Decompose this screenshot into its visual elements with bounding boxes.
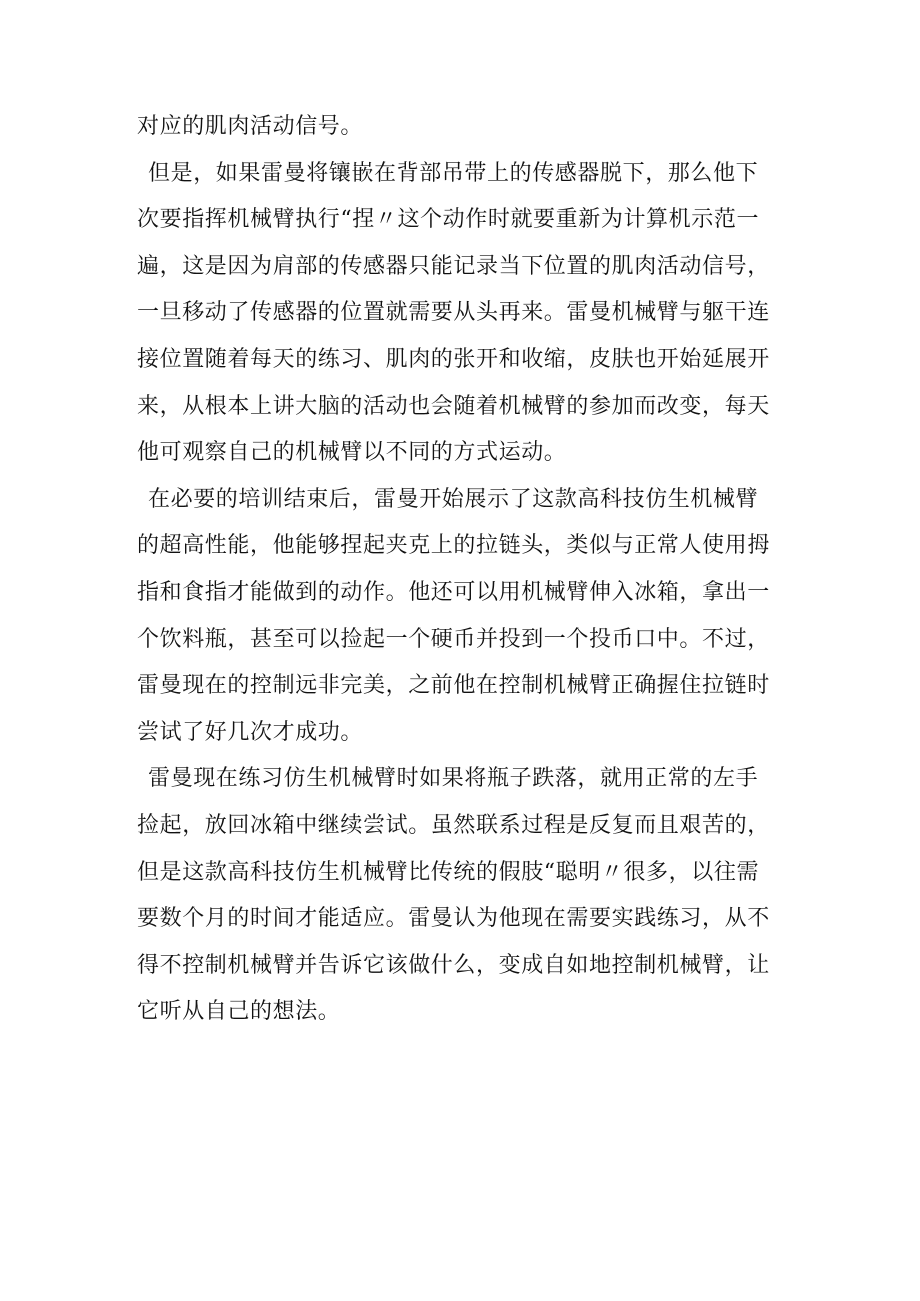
text-line: 雷曼现在的控制远非完美，之前他在控制机械臂正确握住拉链时 [137,673,770,699]
text-line: 来，从根本上讲大脑的活动也会随着机械臂的参加而改变，每天 [137,393,770,419]
text-line: 尝试了好几次才成功。 [137,719,364,745]
text-line: 要数个月的时间才能适应。雷曼认为他现在需要实践练习，从不 [137,906,770,932]
paragraph-start-line: 但是，如果雷曼将镶嵌在背部吊带上的传感器脱下，那么他下 [148,160,759,186]
text-line: 捡起，放回冰箱中继续尝试。虽然联系过程是反复而且艰苦的， [137,812,770,838]
body-text [137,104,787,1036]
text-line: 接位置随着每天的练习、肌肉的张开和收缩，皮肤也开始延展开 [137,346,770,372]
text-line: 次要指挥机械臂执行“捏〃这个动作时就要重新为计算机示范一 [137,207,760,233]
text-line: 个饮料瓶，甚至可以捡起一个硬币并投到一个投币口中。不过， [137,626,770,652]
paragraph-start-line: 在必要的培训结束后，雷曼开始展示了这款高科技仿生机械臂 [148,486,759,512]
text-line: 它听从自己的想法。 [137,999,341,1025]
text-line: 的超高性能，他能够捏起夹克上的拉链头，类似与正常人使用拇 [137,533,770,559]
paragraph-start-line: 雷曼现在练习仿生机械臂时如果将瓶子跌落，就用正常的左手 [148,766,759,792]
text-line: 但是这款高科技仿生机械臂比传统的假肢“聪明〃很多，以往需 [137,859,760,885]
text-line: 他可观察自己的机械臂以不同的方式运动。 [137,440,567,466]
text-line: 得不控制机械臂并告诉它该做什么，变成自如地控制机械臂，让 [137,952,770,978]
text-line: 对应的肌肉活动信号。 [137,114,364,139]
text-line: 指和食指才能做到的动作。他还可以用机械臂伸入冰箱，拿出一 [137,579,770,605]
text-line: 遍，这是因为肩部的传感器只能记录当下位置的肌肉活动信号， [137,253,770,279]
text-line: 一旦移动了传感器的位置就需要从头再来。雷曼机械臂与躯干连 [137,300,770,326]
